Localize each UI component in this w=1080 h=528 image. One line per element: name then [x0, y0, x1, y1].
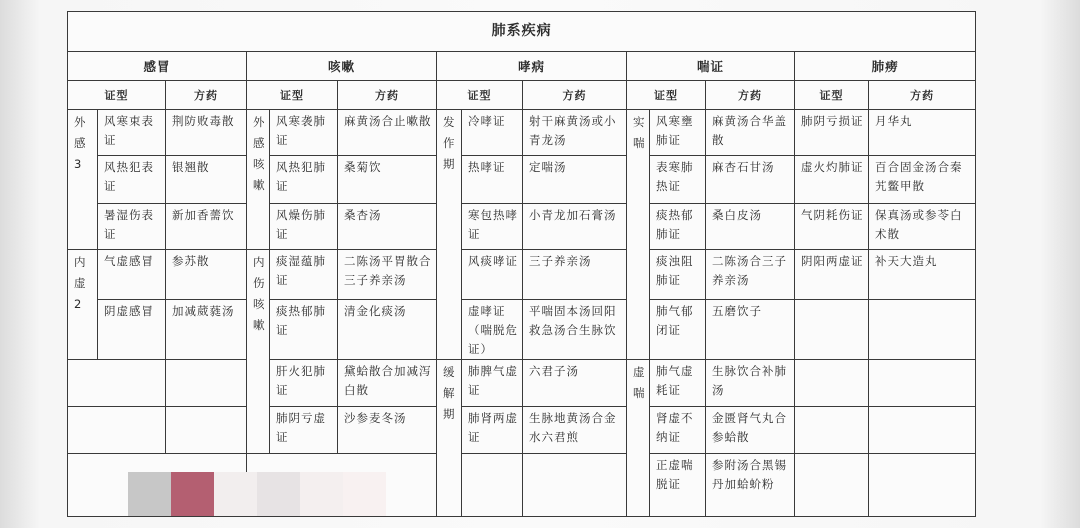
kesou-formula: 桑菊饮	[338, 156, 437, 204]
ganmao-formula: 参苏散	[166, 250, 247, 300]
chuan-syndrome-header: 证型	[627, 81, 706, 110]
chuan-formula-header: 方药	[706, 81, 795, 110]
chuan-syndrome: 肺气郁闭证	[650, 300, 706, 360]
xiao-syndrome: 肺肾两虚证	[462, 407, 523, 454]
kesou-syndrome: 肝火犯肺证	[270, 360, 338, 407]
feilao-empty-cell	[869, 407, 976, 454]
ganmao-syndrome: 气虚感冒	[98, 250, 166, 300]
chuan-syndrome: 肾虚不纳证	[650, 407, 706, 454]
header-kesou: 咳嗽	[247, 52, 437, 81]
ganmao-formula-header: 方药	[166, 81, 247, 110]
xiao-formula: 平喘固本汤回阳救急汤合生脉饮	[523, 300, 627, 360]
kesou-formula: 沙参麦冬汤	[338, 407, 437, 454]
xiao-syndrome: 冷哮证	[462, 110, 523, 156]
lung-disease-table	[67, 11, 976, 517]
feilao-empty-cell	[795, 454, 869, 517]
feilao-empty-cell	[869, 360, 976, 407]
kesou-formula: 清金化痰汤	[338, 300, 437, 360]
xiao-syndrome: 寒包热哮证	[462, 204, 523, 250]
xiao-formula-header: 方药	[523, 81, 627, 110]
kesou-group-label: 内伤咳嗽	[247, 250, 270, 454]
chuan-syndrome: 痰浊阻肺证	[650, 250, 706, 300]
ganmao-empty-cell	[166, 360, 247, 407]
xiao-formula: 定喘汤	[523, 156, 627, 204]
kesou-syndrome-header: 证型	[247, 81, 338, 110]
kesou-syndrome: 痰湿蕴肺证	[270, 250, 338, 300]
color-swatch	[214, 472, 257, 516]
color-swatch	[171, 472, 214, 516]
header-chuan: 喘证	[627, 52, 795, 81]
kesou-syndrome: 风热犯肺证	[270, 156, 338, 204]
color-swatch	[257, 472, 300, 516]
feilao-empty-cell	[795, 360, 869, 407]
xiao-formula: 射干麻黄汤或小青龙汤	[523, 110, 627, 156]
kesou-syndrome: 风燥伤肺证	[270, 204, 338, 250]
ganmao-group-label: 内虚2	[68, 250, 98, 360]
kesou-formula: 二陈汤平胃散合三子养亲汤	[338, 250, 437, 300]
feilao-syndrome: 阴阳两虚证	[795, 250, 869, 300]
chuan-group-label: 实喘	[627, 110, 650, 360]
xiao-empty-cell	[523, 454, 627, 517]
table-title: 肺系疾病	[68, 12, 976, 52]
ganmao-syndrome: 阴虚感冒	[98, 300, 166, 360]
ganmao-formula: 新加香薷饮	[166, 204, 247, 250]
feilao-syndrome-header: 证型	[795, 81, 869, 110]
kesou-formula: 麻黄汤合止嗽散	[338, 110, 437, 156]
feilao-empty-cell	[869, 454, 976, 517]
xiao-syndrome: 热哮证	[462, 156, 523, 204]
feilao-syndrome: 气阴耗伤证	[795, 204, 869, 250]
xiao-syndrome: 肺脾气虚证	[462, 360, 523, 407]
ganmao-formula: 银翘散	[166, 156, 247, 204]
feilao-syndrome: 虚火灼肺证	[795, 156, 869, 204]
ganmao-empty-cell	[166, 407, 247, 454]
xiao-syndrome: 风痰哮证	[462, 250, 523, 300]
xiao-formula: 六君子汤	[523, 360, 627, 407]
ganmao-group-label: 外感3	[68, 110, 98, 250]
chuan-formula: 麻黄汤合华盖散	[706, 110, 795, 156]
ganmao-syndrome: 风热犯表证	[98, 156, 166, 204]
ganmao-syndrome: 暑湿伤表证	[98, 204, 166, 250]
chuan-formula: 五磨饮子	[706, 300, 795, 360]
feilao-formula: 保真汤或参苓白术散	[869, 204, 976, 250]
header-xiao: 哮病	[437, 52, 627, 81]
kesou-syndrome: 风寒袭肺证	[270, 110, 338, 156]
xiao-formula: 三子养亲汤	[523, 250, 627, 300]
chuan-formula: 生脉饮合补肺汤	[706, 360, 795, 407]
feilao-formula: 补天大造丸	[869, 250, 976, 300]
header-ganmao: 感冒	[68, 52, 247, 81]
feilao-formula: 月华丸	[869, 110, 976, 156]
header-feilao: 肺痨	[795, 52, 976, 81]
ganmao-empty-cell	[68, 407, 166, 454]
chuan-formula: 参附汤合黑锡丹加蛤蚧粉	[706, 454, 795, 517]
ganmao-formula: 加减葳蕤汤	[166, 300, 247, 360]
chuan-formula: 金匮肾气丸合参蛤散	[706, 407, 795, 454]
ganmao-empty-cell	[68, 360, 166, 407]
xiao-syndrome-header: 证型	[437, 81, 523, 110]
chuan-syndrome: 痰热郁肺证	[650, 204, 706, 250]
chuan-group-label: 虚喘	[627, 360, 650, 517]
ganmao-syndrome-header: 证型	[68, 81, 166, 110]
xiao-formula: 生脉地黄汤合金水六君煎	[523, 407, 627, 454]
feilao-formula-header: 方药	[869, 81, 976, 110]
chuan-syndrome: 肺气虚耗证	[650, 360, 706, 407]
xiao-syndrome: 虚哮证（喘脱危证）	[462, 300, 523, 360]
kesou-formula: 黛蛤散合加减泻白散	[338, 360, 437, 407]
chuan-syndrome: 风寒壅肺证	[650, 110, 706, 156]
xiao-group-label: 缓解期	[437, 360, 462, 517]
chuan-formula: 二陈汤合三子养亲汤	[706, 250, 795, 300]
feilao-formula: 百合固金汤合秦艽鳖甲散	[869, 156, 976, 204]
feilao-empty-cell	[869, 300, 976, 360]
ganmao-syndrome: 风寒束表证	[98, 110, 166, 156]
feilao-empty-cell	[795, 300, 869, 360]
ganmao-formula: 荆防败毒散	[166, 110, 247, 156]
chuan-formula: 桑白皮汤	[706, 204, 795, 250]
kesou-formula: 桑杏汤	[338, 204, 437, 250]
kesou-formula-header: 方药	[338, 81, 437, 110]
blurred-color-swatches	[128, 472, 388, 516]
xiao-empty-cell	[462, 454, 523, 517]
color-swatch	[300, 472, 343, 516]
chuan-syndrome: 表寒肺热证	[650, 156, 706, 204]
xiao-group-label: 发作期	[437, 110, 462, 360]
chuan-formula: 麻杏石甘汤	[706, 156, 795, 204]
feilao-empty-cell	[795, 407, 869, 454]
chuan-syndrome: 正虚喘脱证	[650, 454, 706, 517]
color-swatch	[128, 472, 171, 516]
color-swatch	[343, 472, 386, 516]
xiao-formula: 小青龙加石膏汤	[523, 204, 627, 250]
kesou-syndrome: 痰热郁肺证	[270, 300, 338, 360]
kesou-syndrome: 肺阴亏虚证	[270, 407, 338, 454]
feilao-syndrome: 肺阴亏损证	[795, 110, 869, 156]
kesou-group-label: 外感咳嗽	[247, 110, 270, 250]
